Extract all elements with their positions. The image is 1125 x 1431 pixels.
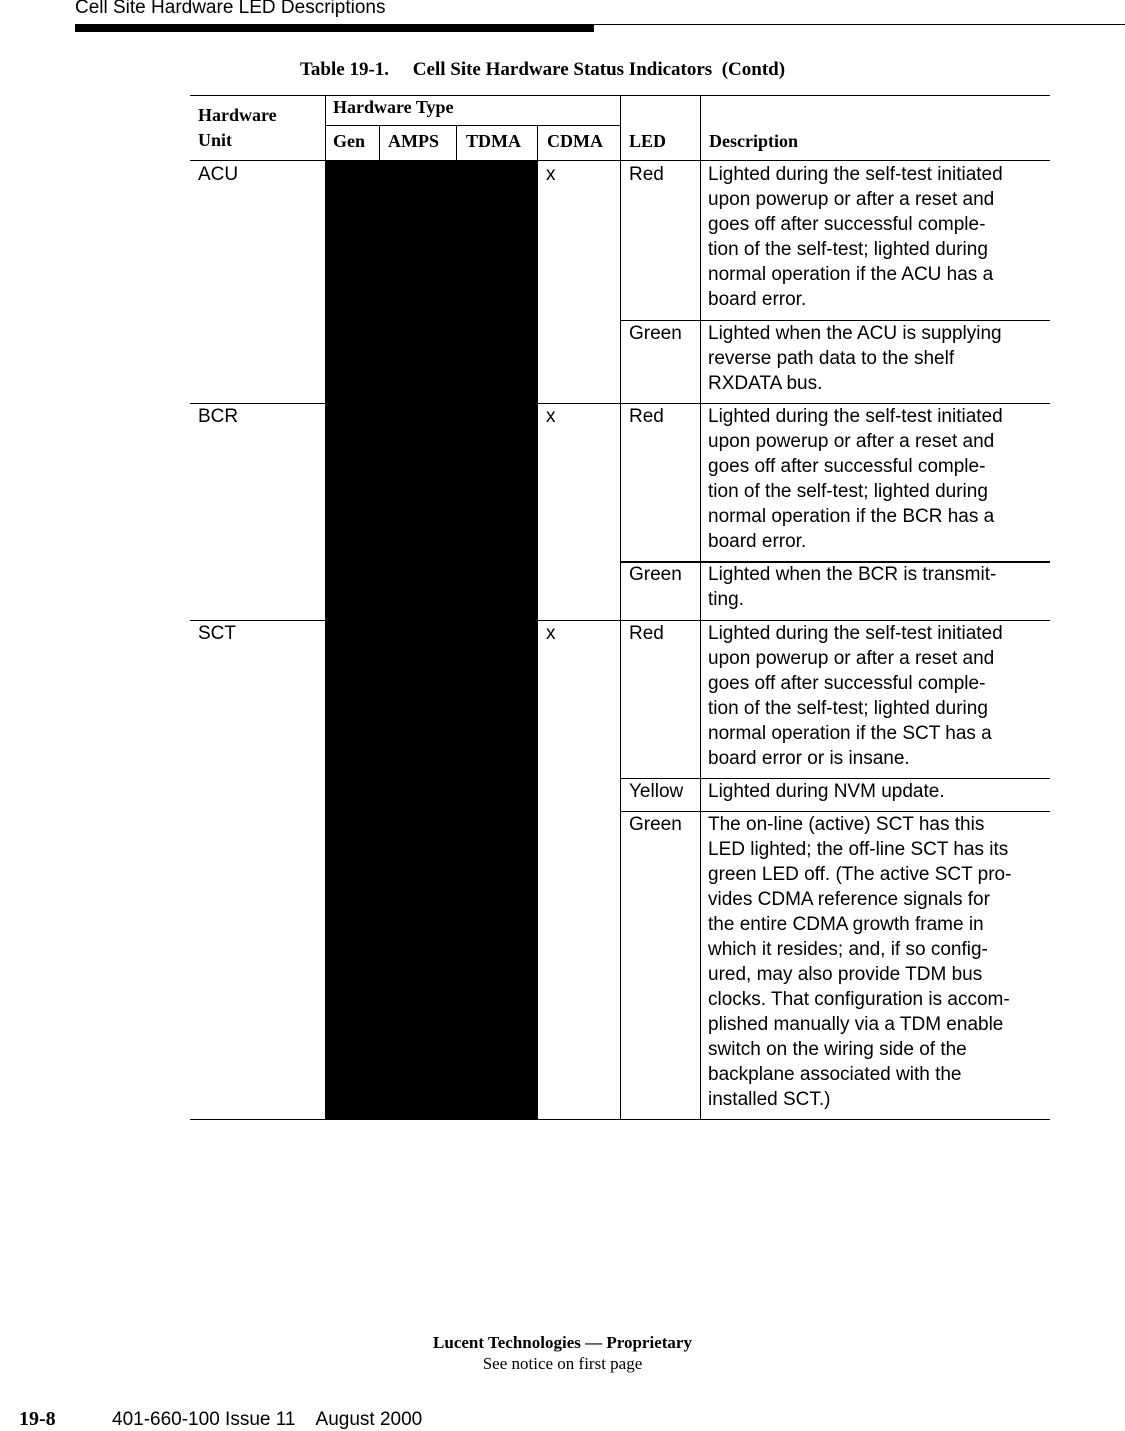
redacted-columns-block	[325, 161, 537, 1120]
column-rule	[620, 96, 621, 1120]
description-cell	[708, 404, 1048, 554]
description-line: board error.	[708, 289, 807, 310]
description-line: switch on the wiring side of the	[708, 1039, 967, 1060]
description-cell	[708, 812, 1048, 1112]
description-line: green LED off. (The active SCT pro-	[708, 864, 1012, 885]
description-line: board error.	[708, 531, 807, 552]
led-cell: Green	[629, 814, 682, 835]
header-hardware-type: Hardware Type	[333, 97, 454, 117]
description-line: clocks. That configuration is accom-	[708, 989, 1010, 1010]
description-line: vides CDMA reference signals for	[708, 889, 990, 910]
header-led: LED	[629, 131, 667, 151]
description-line: upon powerup or after a reset and	[708, 648, 995, 669]
column-rule	[537, 126, 538, 1120]
description-line: Lighted during the self-test initiated	[708, 623, 1003, 644]
page-number: 19-8	[19, 1408, 56, 1430]
description-line: normal operation if the SCT has a	[708, 723, 992, 744]
header-hardware-unit-line1: Hardware	[198, 105, 277, 125]
description-line: Lighted when the ACU is supplying	[708, 323, 1002, 344]
description-line: The on-line (active) SCT has this	[708, 814, 985, 835]
unit-cell: SCT	[198, 623, 236, 644]
description-line: installed SCT.)	[708, 1089, 831, 1110]
header-cdma: CDMA	[547, 131, 603, 151]
running-head: Cell Site Hardware LED Descriptions	[75, 0, 386, 18]
unit-cell: BCR	[198, 406, 239, 427]
description-line: the entire CDMA growth frame in	[708, 914, 984, 935]
led-cell: Red	[629, 623, 664, 644]
cdma-cell: x	[546, 406, 556, 427]
description-line: upon powerup or after a reset and	[708, 189, 995, 210]
header-hardware-unit-line2: Unit	[198, 130, 233, 150]
document-id: 401-660-100 Issue 11 August 2000	[112, 1409, 423, 1430]
footer-notice: See notice on first page	[482, 1354, 643, 1373]
header-bar	[75, 24, 594, 32]
description-line: Lighted during the self-test initiated	[708, 164, 1003, 185]
description-line: goes off after successful comple-	[708, 673, 986, 694]
led-cell: Red	[629, 164, 664, 185]
description-cell	[708, 162, 1048, 312]
description-line: goes off after successful comple-	[708, 214, 986, 235]
header-tdma: TDMA	[466, 131, 521, 151]
table-bottom-rule	[190, 1119, 1050, 1120]
cdma-cell: x	[546, 164, 556, 185]
description-line: goes off after successful comple-	[708, 456, 986, 477]
description-cell	[708, 621, 1048, 771]
header-description: Description	[709, 131, 798, 151]
header-amps: AMPS	[388, 131, 439, 151]
description-line: ting.	[708, 589, 744, 610]
table-title: Table 19-1. Cell Site Hardware Status Indicators (Contd)	[300, 59, 786, 80]
led-cell: Green	[629, 564, 682, 585]
description-cell	[708, 779, 1048, 804]
led-cell: Yellow	[629, 781, 684, 802]
unit-cell: ACU	[198, 164, 239, 185]
description-line: Lighted during the self-test initiated	[708, 406, 1003, 427]
header-divider	[379, 126, 380, 160]
header-divider	[456, 126, 457, 160]
description-cell	[708, 562, 1048, 612]
description-line: normal operation if the ACU has a	[708, 264, 994, 285]
description-line: Lighted during NVM update.	[708, 781, 945, 802]
description-line: backplane associated with the	[708, 1064, 962, 1085]
description-line: tion of the self-test; lighted during	[708, 481, 988, 502]
description-line: ured, may also provide TDM bus	[708, 964, 983, 985]
description-line: normal operation if the BCR has a	[708, 506, 995, 527]
description-line: RXDATA bus.	[708, 373, 823, 394]
description-line: Lighted when the BCR is transmit-	[708, 564, 997, 585]
description-cell	[708, 321, 1048, 396]
description-line: board error or is insane.	[708, 748, 910, 769]
description-line: which it resides; and, if so config-	[708, 939, 988, 960]
description-line: tion of the self-test; lighted during	[708, 239, 988, 260]
hardware-type-underline	[325, 125, 621, 126]
description-line: upon powerup or after a reset and	[708, 431, 995, 452]
description-line: reverse path data to the shelf	[708, 348, 955, 369]
led-cell: Red	[629, 406, 664, 427]
footer-proprietary: Lucent Technologies — Proprietary	[433, 1333, 692, 1352]
description-line: plished manually via a TDM enable	[708, 1014, 1004, 1035]
description-line: LED lighted; the off-line SCT has its	[708, 839, 1009, 860]
description-line: tion of the self-test; lighted during	[708, 698, 988, 719]
cdma-cell: x	[546, 623, 556, 644]
column-rule	[700, 96, 701, 1120]
header-gen: Gen	[333, 131, 366, 151]
led-cell: Green	[629, 323, 682, 344]
